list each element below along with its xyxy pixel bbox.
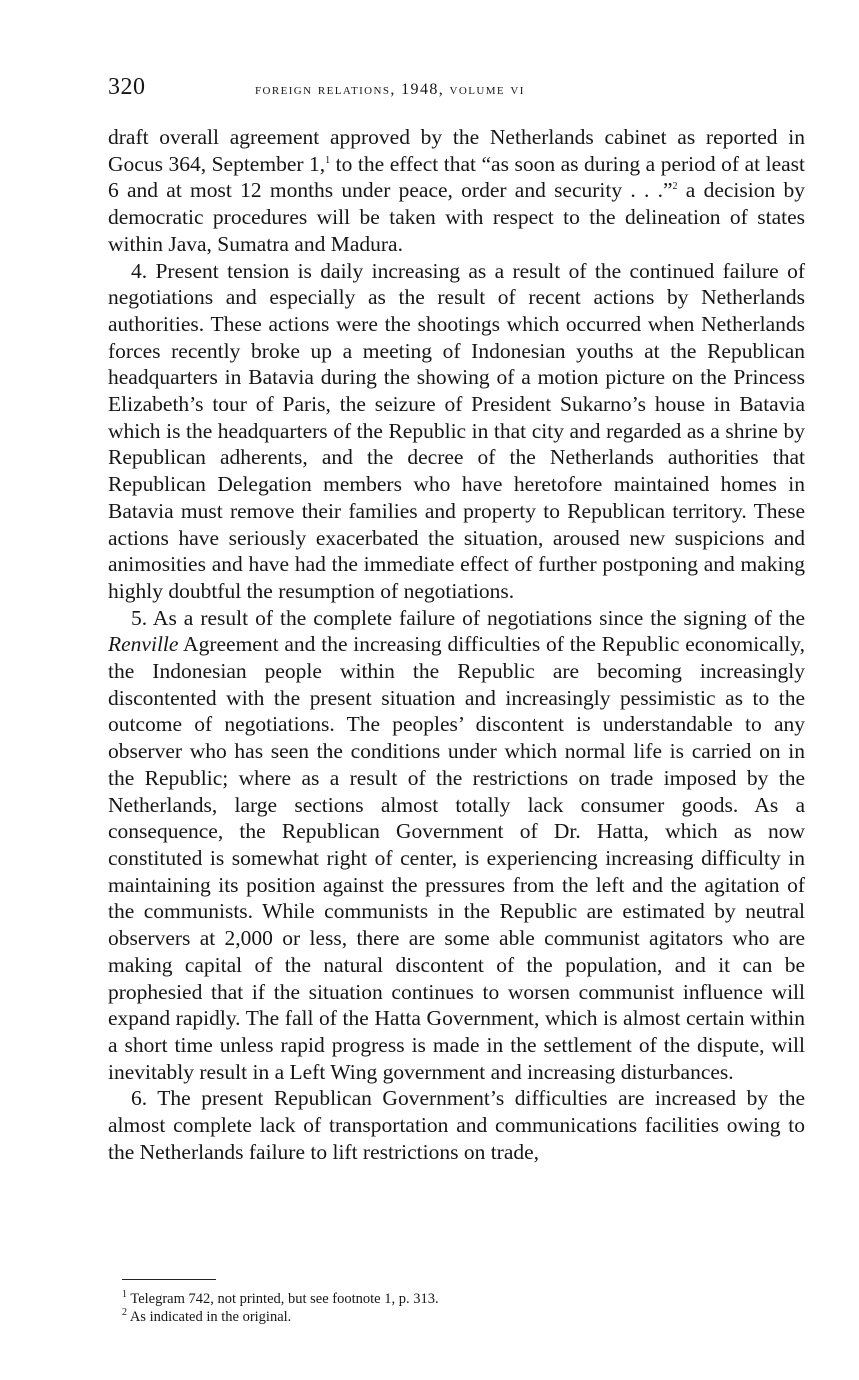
footnote-ref: 2 bbox=[672, 181, 678, 193]
italic-term: Renville bbox=[108, 632, 179, 657]
paragraph-5 bbox=[108, 605, 805, 1086]
footnote-ref: 1 bbox=[325, 154, 331, 166]
body-text bbox=[108, 124, 805, 1165]
footnote-marker: 2 bbox=[122, 1307, 127, 1319]
footnote-divider bbox=[122, 1279, 216, 1280]
paragraph-continued bbox=[108, 124, 805, 258]
footnote-marker: 1 bbox=[122, 1289, 127, 1301]
running-title: foreign relations, 1948, volume vi bbox=[255, 81, 525, 98]
paragraph-text: a decision by democratic procedures will be taken with respect to the delineation of states within Java, Sumatra and Madura. bbox=[108, 178, 805, 256]
paragraph-4: 4. Present tension is daily increasing as a result of the continued failure of negotiations and especially as the result of recent actions by Netherlands authorities. These actions were the shootings which occurred when Netherlands forces recently broke up a meeting of Indonesian youths at the Republican headquarters in Batavia during the showing of a motion picture on the Princess Elizabeth’s tour of Paris, the seizure of President Sukarno’s house in Batavia which is the headquarters of the Republic in that city and regarded as a shrine by Republican adherents, and the decree of the Netherlands authorities that Republican Delegation members who have heretofore maintained homes in Batavia must remove their families and property to Republican territory. These actions have seriously exacerbated the situation, aroused new suspicions and animosities and have had the immediate effect of further postponing and making highly doubtful the resumption of negotiations. bbox=[108, 258, 805, 603]
page-number: 320 bbox=[108, 74, 146, 100]
footnote-text: Telegram 742, not printed, but see footnote 1, p. 313. bbox=[127, 1291, 439, 1307]
footnotes bbox=[122, 1290, 802, 1326]
footnote-text: As indicated in the original. bbox=[127, 1309, 292, 1325]
footnote bbox=[122, 1308, 802, 1326]
paragraph-6: 6. The present Republican Government’s difficulties are increased by the almost complete lack of transportation and communications facilities owing to the Netherlands failure to lift restrictions on trade, bbox=[108, 1086, 805, 1164]
running-header bbox=[108, 74, 808, 106]
paragraph-text: Agreement and the increasing difficulties of the Republic economically, the Indonesian people within the Republic are becoming increasingly discontented with the present situation and increasingly pessimistic as to the outcome of negotiations. The peoples’ discontent is understandable to any observer who has seen the conditions under which normal life is carried on in the Republic; where as a result of the restrictions on trade imposed by the Netherlands, large sections almost totally lack consumer goods. As a consequence, the Republican Government of Dr. Hatta, which as now constituted is somewhat right of center, is experiencing increasing difficulty in maintaining its position against the pressures from the left and the agitation of the communists. While communists in the Republic are estimated by neutral observers at 2,000 or less, there are some able communist agitators who are making capital of the natural discontent of the population, and it can be prophesied that if the situation continues to worsen communist influence will expand rapidly. The fall of the Hatta Government, which is almost certain within a short time unless rapid progress is made in the settlement of the dispute, will inevitably result in a Left Wing government and increasing disturbances. bbox=[108, 632, 805, 1084]
paragraph-text: draft overall agreement approved by the Netherlands cabinet as reported in Gocus 364, September 1, bbox=[108, 125, 805, 176]
paragraph-text: to the effect that “as soon as during a period of at least 6 and at most 12 months under peace, order and security . . .” bbox=[108, 151, 805, 203]
paragraph-text: 5. As a result of the complete failure of negotiations since the signing of the bbox=[131, 605, 805, 630]
footnote bbox=[122, 1290, 802, 1308]
